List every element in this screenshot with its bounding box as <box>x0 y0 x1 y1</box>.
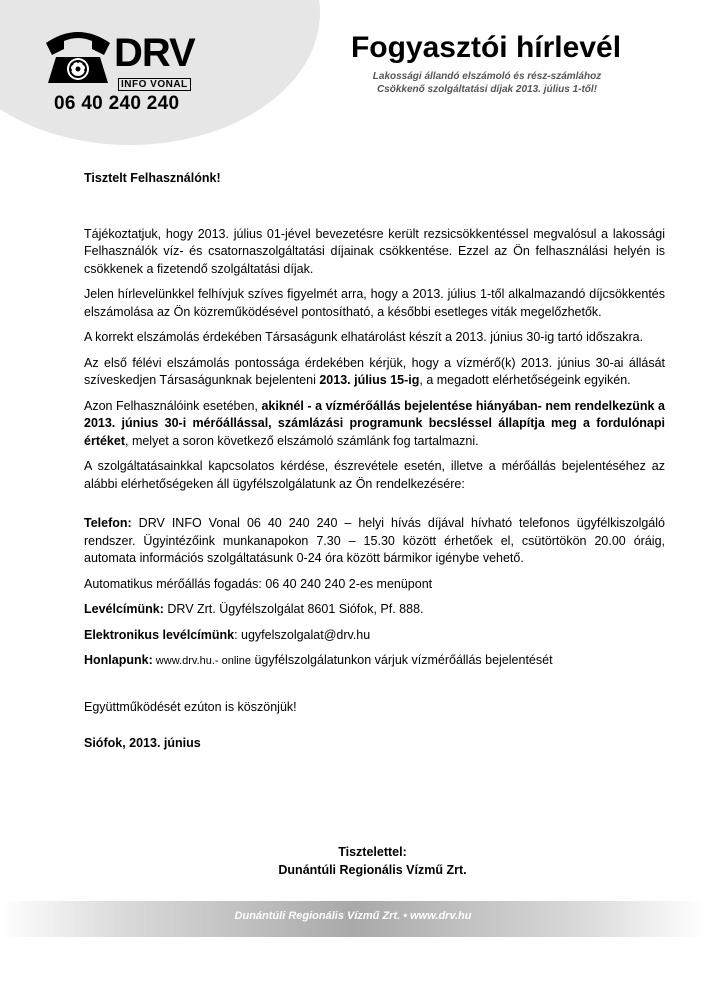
paragraph-notice: Jelen hírlevelünkkel felhívjuk szíves figyelmét arra, hogy a 2013. július 1-től alkalmazandó díjcsökkentés elszámolása az Ön közreműködésével pontosítható, a későbbi esetleges viták megelőzhetők. <box>84 287 665 319</box>
phone-label: Telefon: <box>84 516 132 530</box>
estimation-end: , melyet a soron következő elszámoló számlánk fog tartalmazni. <box>125 433 479 448</box>
logo-brand: DRV <box>114 31 195 75</box>
contact-email <box>84 627 665 645</box>
logo-tagline: INFO VONAL <box>118 78 191 91</box>
email-label: Elektronikus levélcímünk <box>84 627 235 642</box>
signature-block <box>200 843 545 879</box>
subtitle-line-2: Csökkenő szolgáltatási díjak 2013. július 1-től! <box>376 84 598 95</box>
paragraph-accrual: A korrekt elszámolás érdekében Társaságunk elhatárolást készít a 2013. június 30-ig tartó időszakra. <box>84 330 644 344</box>
contact-mail <box>84 601 665 619</box>
website-link[interactable]: www.drv.hu.- online <box>152 655 251 667</box>
mail-address: DRV Zrt. Ügyfélszolgálat 8601 Siófok, Pf. 888. <box>163 602 424 616</box>
estimation-bold: akiknél - a vízmérőállás bejelentése hiányában- nem rendelkezünk a 2013. június 30-i mérőállással, számlázási programunk becsléssel állapítja meg a fordulónapi értéket <box>84 398 665 448</box>
company-signature: Dunántúli Regionális Vízmű Zrt. <box>278 863 467 877</box>
contact-website <box>84 652 665 671</box>
deadline-date: 2013. július 15-ig <box>319 373 420 387</box>
email-address[interactable]: : ugyfelszolgalat@drv.hu <box>234 627 371 642</box>
thanks-line: Együttműködését ezúton is köszönjük! <box>84 699 297 714</box>
drv-logo <box>42 25 222 120</box>
mail-label: Levélcímünk: <box>84 602 164 616</box>
newsletter-subtitle <box>328 70 646 96</box>
contact-phone <box>84 515 665 568</box>
subtitle-line-1: Lakossági állandó elszámoló és rész-számlához <box>372 71 602 82</box>
letter-body <box>84 170 665 753</box>
auto-meter-reading: Automatikus mérőállás fogadás: 06 40 240 240 2-es menüpont <box>84 576 433 591</box>
place-date: Siófok, 2013. június <box>84 736 201 750</box>
paragraph-intro: Tájékoztatjuk, hogy 2013. július 01-jével bevezetésre került rezsicsökkentéssel megvalósul a lakossági Felhasználók víz- és csatornaszolgáltatási díjainak csökkentése. Ezzel az Ön felhasználási helyén is csökkenek a fizetendő szolgáltatási díjak. <box>84 226 665 276</box>
website-text: ügyfélszolgálatunkon várjuk vízmérőállás bejelentését <box>250 653 553 667</box>
paragraph-estimation <box>84 398 665 451</box>
telephone-icon <box>42 25 114 89</box>
footer-text: Dunántúli Regionális Vízmű Zrt. • www.drv.hu <box>234 910 472 922</box>
web-label: Honlapunk: <box>84 653 153 667</box>
closing-salutation: Tisztelettel: <box>338 845 407 859</box>
paragraph-meter-request <box>84 355 665 390</box>
newsletter-title: Fogyasztói hírlevél <box>350 31 622 64</box>
meter-request-text: Az első félévi elszámolás pontossága érdekében kérjük, hogy a vízmérő(k) 2013. június 30-ai állását szíveskedjen Társaságunknak bejelenteni <box>84 355 665 387</box>
estimation-start: Azon Felhasználóink esetében, <box>84 398 262 413</box>
logo-phone-number: 06 40 240 240 <box>54 93 180 114</box>
paragraph-contact-intro: A szolgáltatásainkkal kapcsolatos kérdése, észrevétele esetén, illetve a mérőállás bejelentéséhez az alábbi elérhetőségeken áll ügyfélszolgálatunk az Ön rendelkezésére: <box>84 459 665 491</box>
phone-text: DRV INFO Vonal 06 40 240 240 – helyi hívás díjával hívható telefonos ügyfélkiszolgáló rendszer. Ügyintézőink munkanapokon 7.30 – 15.30 között érhetőek el, csütörtökön 20.00 óráig, automata információs szolgáltatásunk 0-24 óra között bármikor igénybe vehető. <box>84 516 665 565</box>
greeting: Tisztelt Felhasználónk! <box>84 171 221 185</box>
meter-request-end: , a megadott elérhetőségeink egyikén. <box>419 373 631 387</box>
